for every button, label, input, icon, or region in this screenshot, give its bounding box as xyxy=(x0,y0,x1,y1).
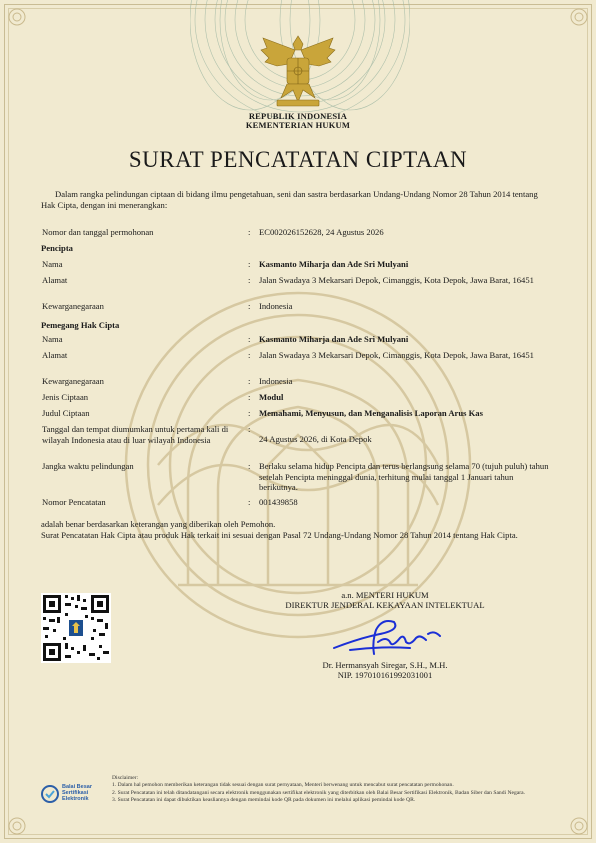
holder-name-label: Nama xyxy=(42,334,63,344)
term-value: Berlaku selama hidup Pencipta dan terus berlangsung selama 70 (tujuh puluh) tahun setelah Pencipta meninggal dunia, terhitung mulai tanggal 1 Januari tahun berikutnya. xyxy=(259,461,549,492)
work-type-label: Jenis Ciptaan xyxy=(42,392,89,402)
creator-section-title: Pencipta xyxy=(41,243,73,253)
colon: : xyxy=(248,227,251,237)
closing-line-2: Surat Pencatatan Hak Cipta atau produk Hak terkait ini sesuai dengan Pasal 72 Undang-Undang Nomor 28 Tahun 2014 tentang Hak Cipta. xyxy=(41,530,518,540)
holder-address: Jalan Swadaya 3 Mekarsari Depok, Cimanggis, Kota Depok, Jawa Barat, 16451 xyxy=(259,350,534,360)
garuda-emblem-icon xyxy=(259,28,337,108)
disclaimer-note: 3. Surat Pencatatan ini dapat dibuktikan keasliannya dengan memindai kode QR pada dokumen ini melalui aplikasi pemindai kode QR. xyxy=(112,797,416,804)
disclaimer-note: 1. Dalam hal pemohon memberikan keterangan tidak sesuai dengan surat pernyataan, Menteri berwenang untuk mencabut surat pencatatan permohonan. xyxy=(112,782,454,789)
signature-position: DIREKTUR JENDERAL KEKAYAAN INTELEKTUAL xyxy=(285,600,485,610)
creator-nationality: Indonesia xyxy=(259,301,293,311)
application-value: EC002026152628, 24 Agustus 2026 xyxy=(259,227,384,237)
work-title: Memahami, Menyusun, dan Menganalisis Laporan Arus Kas xyxy=(259,408,483,418)
record-number: 001439858 xyxy=(259,497,298,507)
bsre-logo-text: Balai Besar Sertifikasi Elektronik xyxy=(62,784,92,802)
disclaimer-notes xyxy=(112,775,562,805)
creator-address: Jalan Swadaya 3 Mekarsari Depok, Cimanggis, Kota Depok, Jawa Barat, 16451 xyxy=(259,275,534,285)
holder-address-label: Alamat xyxy=(42,350,68,360)
colon: : xyxy=(248,408,251,418)
creator-name: Kasmanto Miharja dan Ade Sri Mulyani xyxy=(259,259,409,269)
term-label: Jangka waktu pelindungan xyxy=(42,461,134,471)
holder-nationality-label: Kewarganegaraan xyxy=(42,376,104,386)
colon: : xyxy=(248,301,251,311)
holder-nationality: Indonesia xyxy=(259,376,293,386)
publish-value: 24 Agustus 2026, di Kota Depok xyxy=(259,434,372,444)
republic-text: REPUBLIK INDONESIA xyxy=(248,111,348,121)
colon: : xyxy=(248,334,251,344)
corner-ornament-icon xyxy=(6,6,28,28)
application-label: Nomor dan tanggal permohonan xyxy=(42,227,154,237)
holder-name: Kasmanto Miharja dan Ade Sri Mulyani xyxy=(259,334,409,344)
signatory-name: Dr. Hermansyah Siregar, S.H., M.H. xyxy=(322,660,448,670)
corner-ornament-icon xyxy=(568,815,590,837)
signature-icon xyxy=(330,612,450,660)
holder-section-title: Pemegang Hak Cipta xyxy=(41,320,120,330)
creator-address-label: Alamat xyxy=(42,275,68,285)
qr-code-icon xyxy=(41,593,111,663)
creator-name-label: Nama xyxy=(42,259,63,269)
creator-nationality-label: Kewarganegaraan xyxy=(42,301,104,311)
bsre-logo-icon xyxy=(40,784,60,804)
publish-label: Tanggal dan tempat diumumkan untuk pertama kali di wilayah Indonesia atau di luar wilayah Indonesia xyxy=(42,424,229,445)
colon: : xyxy=(248,392,251,402)
colon: : xyxy=(248,461,251,471)
colon: : xyxy=(248,424,251,434)
closing-line-1: adalah benar berdasarkan keterangan yang diberikan oleh Pemohon. xyxy=(41,519,276,529)
intro-paragraph: Dalam rangka pelindungan ciptaan di bidang ilmu pengetahuan, seni dan sastra berdasarkan Undang-Undang Nomor 28 Tahun 2014 tentang Hak Cipta, dengan ini menerangkan: xyxy=(41,189,538,210)
colon: : xyxy=(248,376,251,386)
work-type: Modul xyxy=(259,392,284,402)
corner-ornament-icon xyxy=(568,6,590,28)
page-title: SURAT PENCATATAN CIPTAAN xyxy=(128,147,468,172)
record-label: Nomor Pencatatan xyxy=(42,497,106,507)
corner-ornament-icon xyxy=(6,815,28,837)
colon: : xyxy=(248,497,251,507)
disclaimer-note: 2. Surat Pencatatan ini telah ditandatangani secara elektronik menggunakan sertifikat elektronik yang diterbitkan oleh Balai Besar Sertifikasi Elektronik, Badan Siber dan Sandi Negara. xyxy=(112,789,526,796)
signature-on-behalf: a.n. MENTERI HUKUM xyxy=(341,590,429,600)
disclaimer-title: Disclaimer: xyxy=(112,775,139,781)
colon: : xyxy=(248,350,251,360)
signatory-nip: NIP. 197010161992031001 xyxy=(337,670,433,680)
colon: : xyxy=(248,275,251,285)
colon: : xyxy=(248,259,251,269)
ministry-text: KEMENTERIAN HUKUM xyxy=(245,120,351,130)
work-title-label: Judul Ciptaan xyxy=(42,408,90,418)
